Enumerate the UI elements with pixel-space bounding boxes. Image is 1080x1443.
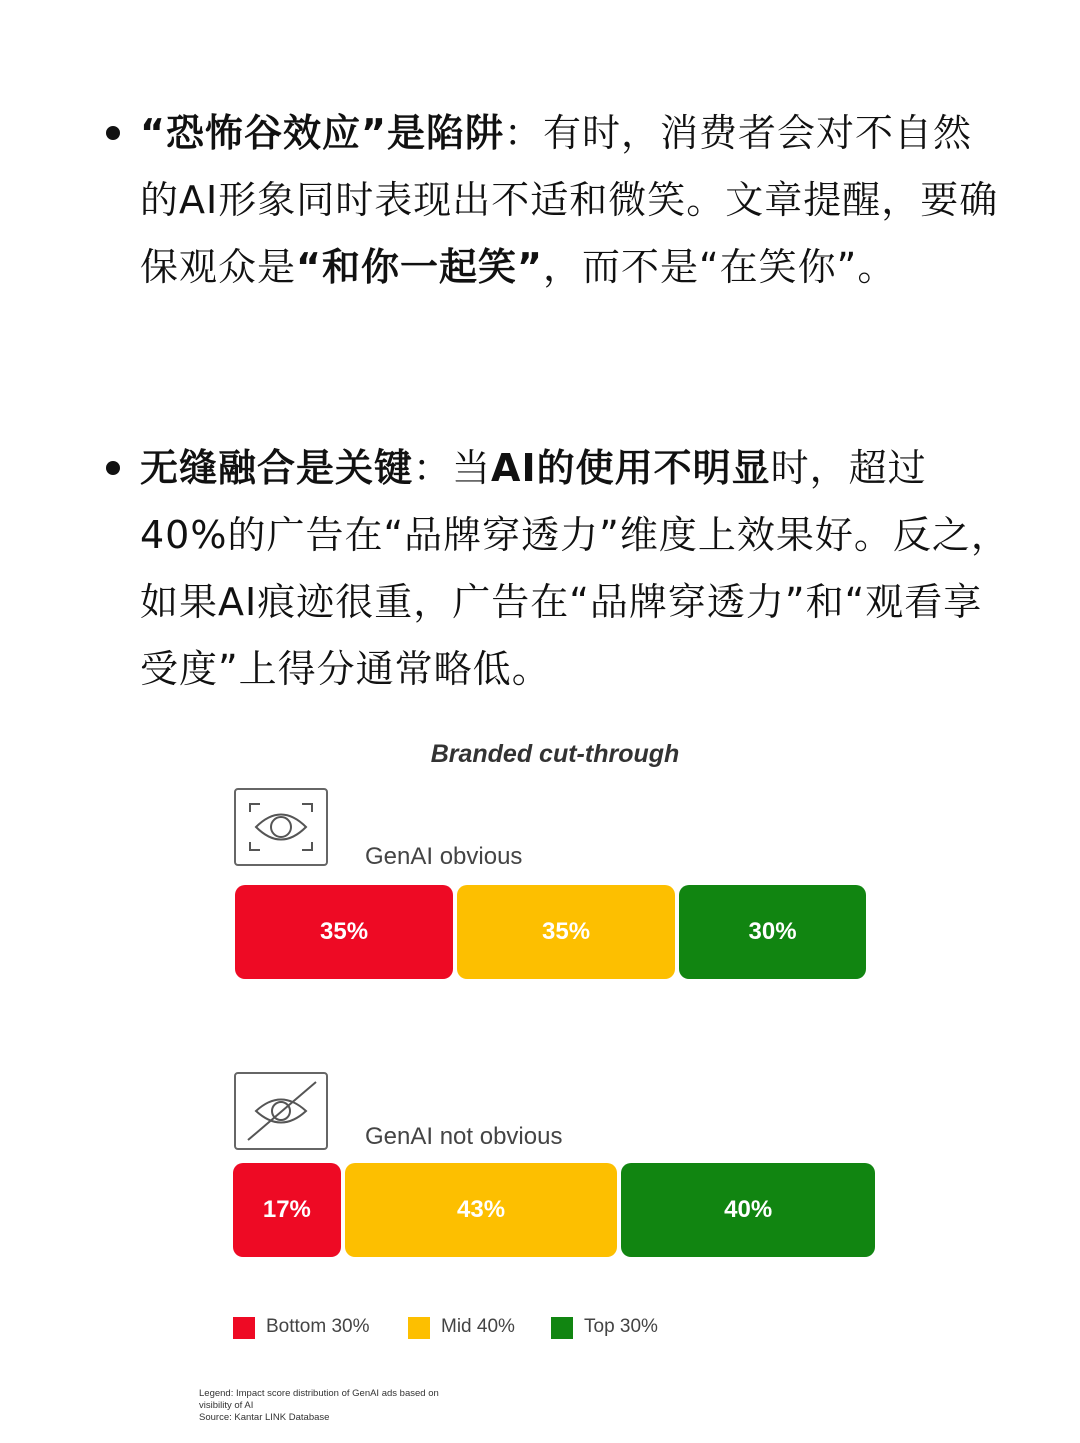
group-label-genai-not-obvious: GenAI not obvious bbox=[365, 1123, 563, 1150]
bullet-bold-run: “恐怖谷效应”是陷阱 bbox=[140, 111, 504, 155]
bar-value-label: 17% bbox=[262, 1196, 311, 1223]
footnote-line: Source: Kantar LINK Database bbox=[199, 1412, 330, 1423]
bar-value-label: 35% bbox=[320, 918, 369, 945]
eye-icon bbox=[234, 788, 328, 866]
footnote-line: Legend: Impact score distribution of GenAI ads based on bbox=[199, 1388, 439, 1399]
legend-swatch bbox=[408, 1317, 430, 1339]
legend-swatch bbox=[551, 1317, 573, 1339]
bullet-uncanny-valley bbox=[140, 100, 1010, 301]
bullet-text bbox=[140, 111, 998, 289]
footnote-line: visibility of AI bbox=[199, 1400, 254, 1411]
legend-label: Bottom 30% bbox=[266, 1316, 370, 1337]
chart-title: Branded cut-through bbox=[430, 740, 680, 768]
bullet-text bbox=[140, 446, 1010, 691]
bar-value-label: 30% bbox=[748, 918, 797, 945]
legend-label: Top 30% bbox=[584, 1316, 658, 1337]
bullet-dot bbox=[106, 126, 120, 140]
bar-value-label: 43% bbox=[457, 1196, 506, 1223]
bullet-bold-run: AI的使用不明显 bbox=[491, 446, 771, 490]
bullet-bold-run: “和你一起笑” bbox=[296, 245, 543, 289]
bullet-run: ，而不是“在笑你”。 bbox=[542, 245, 897, 289]
bullet-dot bbox=[106, 461, 120, 475]
bullet-run: ：当 bbox=[413, 446, 492, 490]
eye-slash-icon bbox=[234, 1072, 328, 1150]
legend-label: Mid 40% bbox=[441, 1316, 515, 1337]
chart-footnote bbox=[199, 1388, 519, 1424]
branded-cut-through-chart bbox=[0, 720, 1080, 1443]
legend-swatch bbox=[233, 1317, 255, 1339]
bullet-run: ：有时，消费者会对不自然的AI形象同时表现出不适和微笑。文章提醒，要确保观众是 bbox=[140, 111, 999, 289]
bar-row-genai-obvious bbox=[0, 885, 1080, 979]
bar-value-label: 40% bbox=[724, 1196, 773, 1223]
bullet-seamless-integration bbox=[140, 435, 1010, 703]
bullet-bold-run: 无缝融合是关键 bbox=[140, 446, 414, 490]
bullet-run: 时，超过40%的广告在“品牌穿透力”维度上效果好。反之，如果AI痕迹很重，广告在“品牌穿透力”和“观看享受度”上得分通常略低。 bbox=[140, 446, 1010, 691]
group-label-genai-obvious: GenAI obvious bbox=[365, 843, 523, 870]
bar-value-label: 35% bbox=[542, 918, 591, 945]
bar-row-genai-not-obvious bbox=[0, 1163, 1080, 1257]
